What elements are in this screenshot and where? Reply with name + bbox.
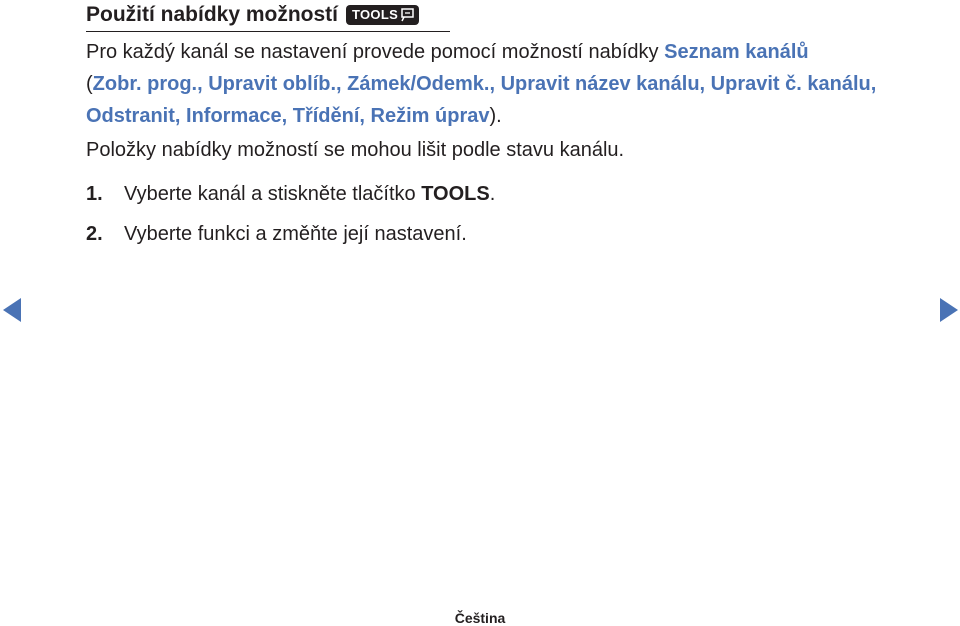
option-trideni: Třídění — [292, 105, 360, 127]
option-informace: Informace — [186, 105, 282, 127]
step-text — [124, 182, 495, 206]
step-1-tools: TOOLS — [421, 183, 490, 205]
option-upravit-oblib: Upravit oblíb. — [208, 73, 337, 95]
step-1-suffix: . — [489, 183, 496, 205]
option-rezim-uprav: Režim úprav — [370, 105, 490, 127]
intro-prefix: Pro každý kanál se nastavení provede pomocí možností nabídky — [86, 41, 665, 63]
option-zobr-prog: Zobr. prog. — [92, 73, 198, 95]
tools-button-badge — [346, 5, 419, 25]
option-zamek-odemk: Zámek/Odemk. — [347, 73, 490, 95]
tools-icon — [401, 8, 415, 22]
option-upravit-c-kanalu: Upravit č. kanálu — [710, 73, 871, 95]
heading-underline — [86, 31, 450, 32]
step-number: 2. — [86, 223, 103, 245]
option-upravit-nazev-kanalu: Upravit název kanálu — [500, 73, 700, 95]
option-odstranit: Odstranit — [86, 105, 175, 127]
intro-open-paren: ( — [86, 73, 93, 95]
intro-paragraph: Pro každý kanál se nastavení provede pomocí možností nabídky Seznam kanálů (Zobr. prog., Upravit oblíb., Zámek/Odemk., Upravit název kanálu, Upravit č. kanálu, Odstranit, Informace, Třídění, Režim úprav). — [86, 41, 877, 127]
section-heading: Použití nabídky možností — [86, 3, 339, 26]
note-paragraph: Položky nabídky možností se mohou lišit podle stavu kanálu. — [86, 139, 625, 161]
tools-badge-label: TOOLS — [352, 7, 399, 22]
intro-close-paren: ). — [489, 105, 502, 127]
step-1-text: Vyberte kanál a stiskněte tlačítko — [124, 183, 422, 205]
manual-page-content — [86, 0, 926, 246]
footer-language: Čeština — [454, 610, 506, 626]
step-2-text: Vyberte funkci a změňte její nastavení. — [124, 223, 467, 245]
step-number: 1. — [86, 183, 103, 205]
step-2 — [86, 222, 926, 246]
section-heading-row — [86, 0, 926, 30]
step-1 — [86, 182, 926, 206]
menu-name-channel-list: Seznam kanálů — [664, 41, 809, 63]
triangle-right-icon[interactable] — [940, 298, 958, 322]
triangle-left-icon[interactable] — [3, 298, 21, 322]
